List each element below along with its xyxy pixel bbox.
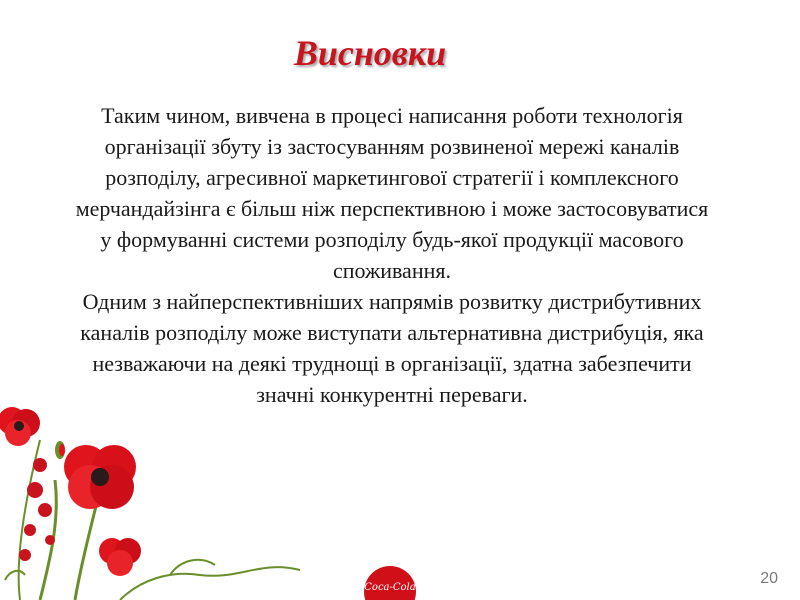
slide-title: Висновки <box>293 33 447 73</box>
coca-cola-logo <box>360 560 420 600</box>
svg-text:Coca-Cola: Coca-Cola <box>364 582 416 593</box>
paragraph-1: Таким чином, вивчена в процесі написання роботи технологія організації збуту із застосуванням розвиненої мережі каналів розподілу, агресивної маркетингової стратегії і комплексного мерчандайзінга є більш ніж перспективною і може застосовуватися у формуванні системи розподілу будь-якої продукції масового споживання. <box>75 103 709 283</box>
page-number: 20 <box>760 570 778 587</box>
paragraph-2: Одним з найперспективніших напрямів розвитку дистрибутивних каналів розподілу може виступати альтернативна дистрибуція, яка незважаючи на деякі труднощі в організації, здатна забезпечити значні конкурентні переваги. <box>80 289 704 407</box>
slide-body <box>72 100 712 410</box>
